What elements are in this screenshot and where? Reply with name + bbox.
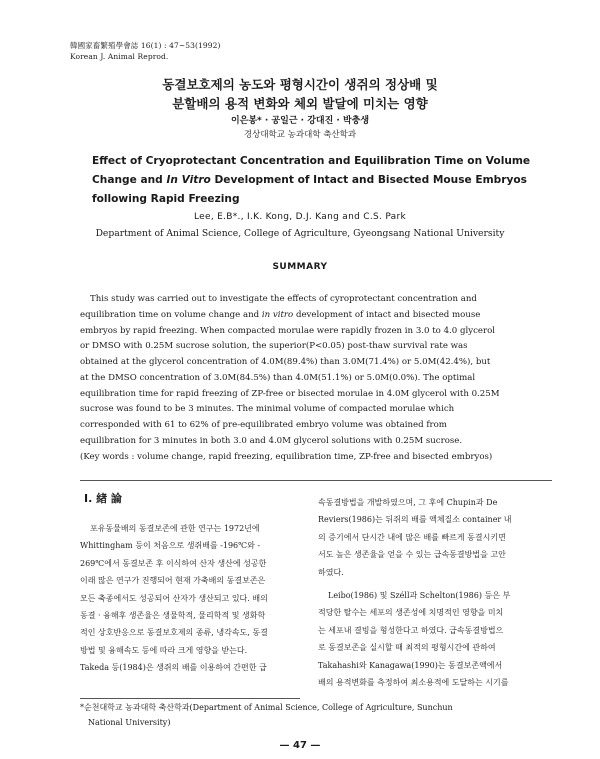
body-line: 로 동결보존을 실시할 때 최적의 평형시간에 관하여 [318,643,496,653]
summary-line: or DMSO with 0.25M sucrose solution, the superior(P<0.05) post-thaw survival rate was [80,341,468,352]
summary-keywords: (Key words : volume change, rapid freezing, equilibration time, ZP-free and bisected embryos) [80,451,493,462]
summary-line [80,308,532,324]
body-line: Takeda 등(1984)은 생쥐의 배를 이용하여 간편한 급 [80,663,267,673]
section-heading-introduction: I. 緖 論 [84,492,122,505]
body-line: 방법 및 융해속도 등에 따라 크게 영향을 받는다. [80,645,248,655]
summary-line: corresponded with 61 to 62% of pre-equilibrated embryo volume was obtained from [80,420,447,430]
summary-body [80,292,532,465]
english-title-in-vitro: In Vitro [166,174,211,186]
english-title [92,152,552,209]
korean-title-line-1: 동결보호제의 농도와 평형시간이 생쥐의 정상배 및 [162,77,438,92]
body-line: 속동결방법을 개발하였으며, 그 후에 Chupin과 De [318,498,498,507]
page-number: — 47 — [279,740,321,751]
english-authors: Lee, E.B*., I.K. Kong, D.J. Kang and C.S. Park [193,212,407,222]
summary-line: at the DMSO concentration of 3.0M(84.5%) than 4.0M(51.1%) or 5.0M(0.0%). The optimal [80,372,476,383]
english-title-line-2-a: Change and [92,174,167,186]
summary-heading: SUMMARY [272,262,328,272]
journal-header [70,40,221,62]
footnote-line-2: National University) [88,718,171,727]
body-line: 모든 축종에서도 성공되어 산자가 생산되고 있다. 배의 [80,593,268,603]
english-title-line-1: Effect of Cryoprotectant Concentration and Equilibration Time on Volume [92,155,531,167]
body-line: Takahashi와 Kanagawa(1990)는 동결보존액에서 [318,660,503,670]
body-line: 의 증기에서 단시간 내에 많은 배를 빠르게 동결시키면 [318,532,506,542]
english-title-line-2-c: Development of Intact and Bisected Mouse Embryos [210,174,527,186]
introduction-right-column [318,494,553,691]
korean-title [0,75,600,113]
body-line: 포유동물배의 동결보존에 관한 연구는 1972년에 [90,524,260,533]
body-line: 적당한 탈수는 세포의 생존성에 치명적인 영향을 미치 [318,608,504,618]
body-line: 하였다. [318,567,344,577]
body-line: Leibo(1986) 및 Széll과 Schelton(1986) 등은 부 [328,591,511,601]
summary-fragment: development of intact and bisected mouse [293,309,481,320]
footnote [80,700,453,730]
english-title-line-3: following Rapid Freezing [92,193,240,205]
korean-affiliation: 경상대학교 농과대학 축산학과 [243,130,357,140]
summary-line: sucrose was found to be 3 minutes. The minimal volume of compacted morulae which [80,404,455,415]
body-line: 이래 많은 연구가 진행되어 현재 가축배의 동결보존은 [80,576,266,586]
section-divider [80,480,552,481]
summary-line: embryos by rapid freezing. When compacted morulae were rapidly frozen in 3.0 to 4.0 glycerol [80,325,496,336]
body-line: 서도 높은 생존율을 얻을 수 있는 급속동결방법을 고안 [318,550,506,560]
summary-line: equilibration for 3 minutes in both 3.0 and 4.0M glycerol solutions with 0.25M sucrose. [80,435,463,446]
body-line: Whittingham 등이 처음으로 생쥐배를 -196℃와 - [80,541,261,551]
korean-title-line-2: 분할배의 용적 변화와 체외 발달에 미치는 영향 [172,96,428,111]
summary-line: This study was carried out to investigate the effects of cyroprotectant concentration and [90,294,477,304]
english-title-line-2 [92,171,552,190]
footnote-line-1: *순천대학교 농과대학 축산학과(Department of Animal Science, College of Agriculture, Sunchun [80,703,453,712]
body-line: 적인 상호반응으로 동결보호제의 종류, 냉각속도, 동결 [80,628,268,638]
korean-authors: 이은봉* · 공일근 · 강대진 · 박충생 [230,116,370,126]
body-line: 배의 용적변화를 측정하여 최소용적에 도달하는 시기를 [318,678,509,688]
body-line: 동결 · 융해후 생존율은 생물학적, 물리학적 및 생화학 [80,611,266,621]
summary-in-vitro: in vitro [261,309,294,320]
summary-fragment: equilibration time on volume change and [80,309,262,320]
footnote-divider [80,698,300,699]
body-line: 269℃에서 동결보존 후 이식하여 산자 생산에 성공한 [80,558,267,568]
english-affiliation: Department of Animal Science, College of Agriculture, Gyeongsang National University [95,228,505,239]
body-line: Reviers(1986)는 뒤쥐의 배를 액체질소 container 내 [318,515,512,525]
journal-english-name: Korean J. Animal Reprod. [70,52,169,61]
introduction-left-column [80,520,295,677]
summary-line: equilibration time for rapid freezing of ZP-free or bisected morulae in 4.0M glycerol with 0.25M [80,388,500,399]
journal-citation: 韓國家畜繁殖學會誌 16(1) : 47~53(1992) [70,41,221,50]
summary-line: obtained at the glycerol concentration of 4.0M(89.4%) than 3.0M(71.4%) or 5.0M(42.4%), but [80,357,491,367]
body-line: 는 세포내 결빙을 형성한다고 하였다. 급속동결방법으 [318,625,504,635]
